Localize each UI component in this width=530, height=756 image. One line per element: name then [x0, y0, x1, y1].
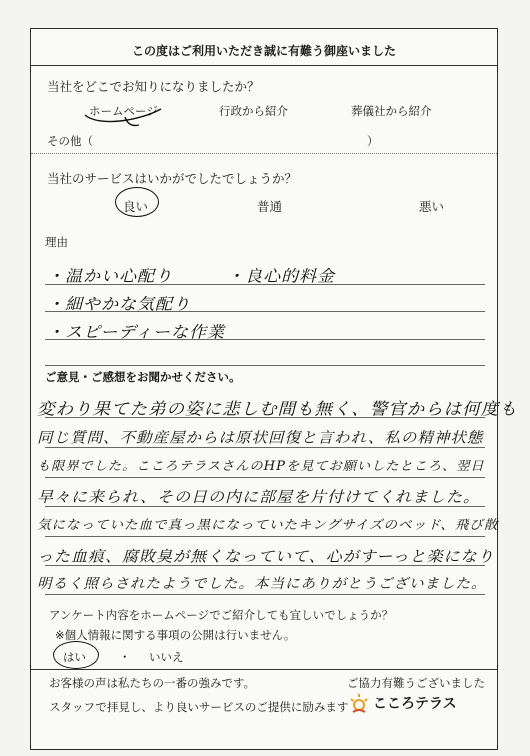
- q1-other-label: その他（: [47, 134, 93, 148]
- consent-no: いいえ: [149, 650, 184, 664]
- q1-other-close: ）: [367, 134, 379, 148]
- ruled-line: [45, 447, 485, 448]
- q2-option-normal: 普通: [257, 199, 283, 214]
- reason-label: 理由: [45, 235, 68, 249]
- opinion-line-2: 同じ質問、不動産屋からは原状回復と言われ、私の精神状態: [37, 428, 484, 447]
- survey-title: この度はご利用いただき誠に有難う御座いました: [131, 44, 396, 58]
- reason-line-2: ・細やかな気配り: [47, 295, 191, 314]
- consent-note: ※個人情報に関する事項の公開は行いません。: [55, 628, 296, 642]
- q2-question: 当社のサービスはいかがでしたでしょうか？: [47, 171, 298, 186]
- q2-option-bad: 悪い: [419, 199, 445, 214]
- q2-selection-circle: [115, 187, 159, 217]
- q1-handwritten-mark: [79, 97, 169, 131]
- q1-question: 当社をどこでお知りになりましたか？: [47, 79, 260, 94]
- q1-option-government: 行政から紹介: [219, 104, 288, 118]
- q2-option-good: 良い: [123, 199, 149, 214]
- ruled-line: [45, 536, 485, 537]
- footer-thanks: ご協力有難うございました: [347, 676, 485, 690]
- consent-separator: ・: [119, 650, 131, 664]
- footer-message-2: スタッフで拝見し、より良いサービスのご提供に励みます: [49, 700, 349, 714]
- opinion-line-3: も限界でした。こころテラスさんのHPを見てお願いしたところ、翌日: [37, 459, 485, 474]
- survey-sheet: [30, 28, 518, 750]
- ruled-line: [45, 594, 485, 595]
- reason-line-1: ・温かい心配り ・良心的料金: [47, 267, 335, 286]
- footer-message-1: お客様の声は私たちの一番の強みです。: [49, 676, 256, 690]
- divider: [31, 153, 497, 154]
- consent-selection-circle: [53, 641, 99, 669]
- opinion-line-5: 気になっていた血で真っ黒になっていたキングサイズのベッド、飛び散: [37, 517, 499, 533]
- q1-option-funeral: 葬儀社から紹介: [351, 104, 432, 118]
- opinion-line-7: 明るく照らされたようでした。本当にありがとうございました。: [37, 576, 487, 593]
- ruled-line: [45, 365, 485, 366]
- divider: [31, 669, 497, 670]
- ruled-line: [45, 477, 485, 478]
- reason-line-3: ・スピーディーな作業: [47, 323, 225, 342]
- q1-option-homepage: ホームページ: [89, 104, 158, 118]
- sun-logo-icon: [349, 693, 369, 715]
- opinion-line-1: 変わり果てた弟の姿に悲しむ間も無く、警官からは何度も: [37, 400, 518, 420]
- consent-yes: はい: [63, 650, 86, 664]
- opinion-label: ご意見・ご感想をお聞かせください。: [45, 370, 241, 384]
- consent-question: アンケート内容をホームページでご紹介しても宜しいでしょうか？: [49, 608, 394, 622]
- brand-name: こころテラス: [373, 696, 457, 712]
- opinion-line-6: った血痕、腐敗臭が無くなっていて、心がすーっと楽になり: [37, 547, 495, 566]
- opinion-line-4: 早々に来られ、その日の内に部屋を片付けてくれました。: [37, 488, 480, 507]
- divider: [31, 65, 497, 66]
